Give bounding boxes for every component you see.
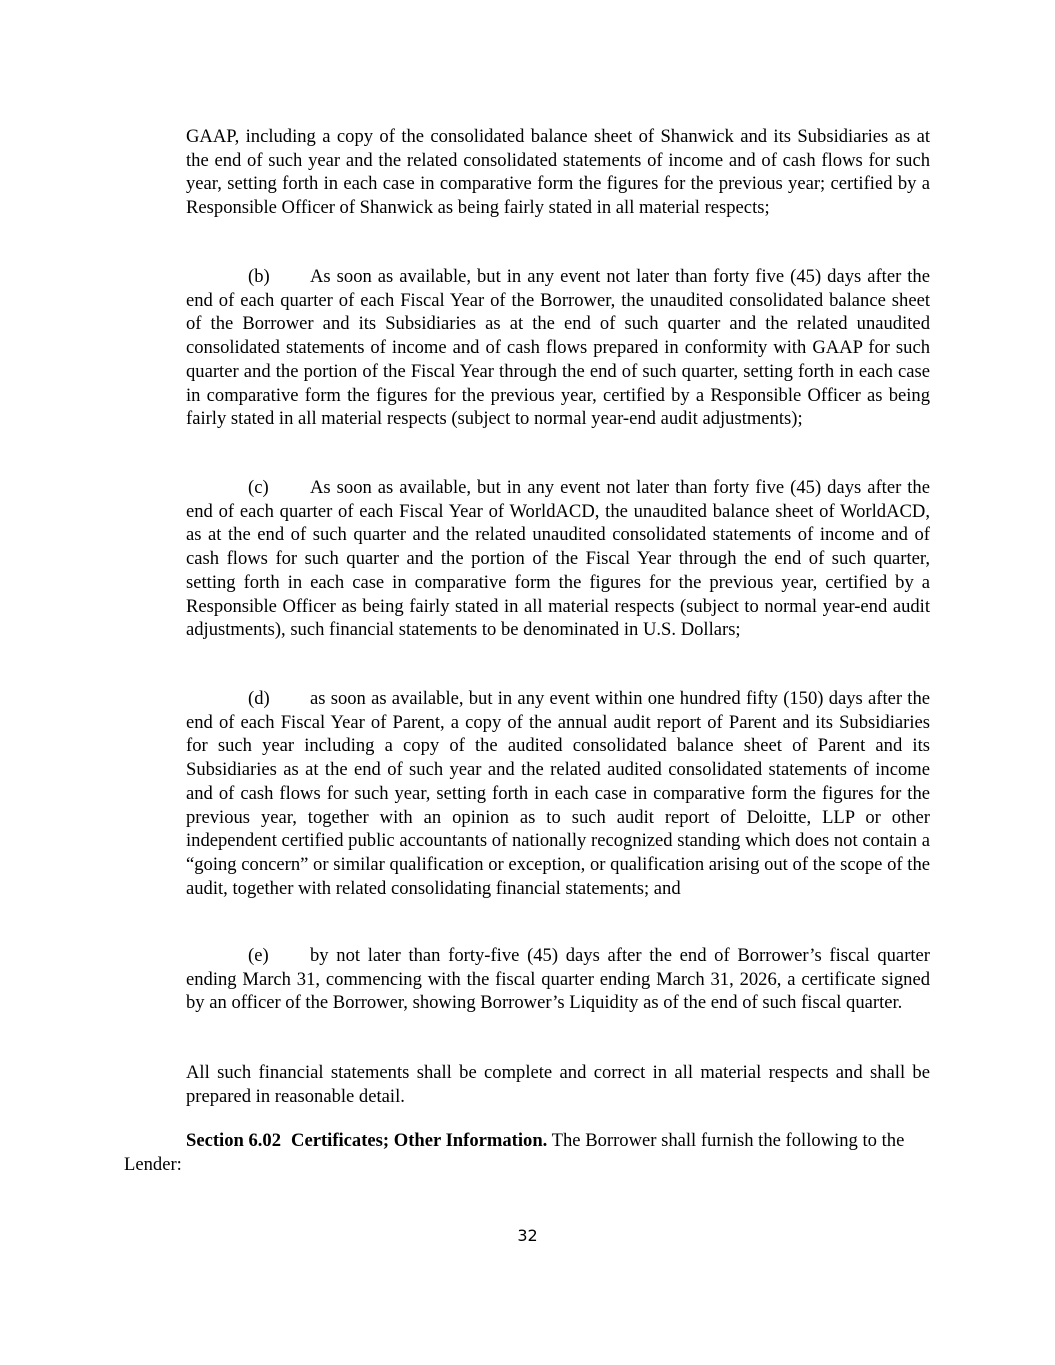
- item-d-paragraph: [186, 687, 930, 900]
- item-e-paragraph: [186, 944, 930, 1015]
- page-number: 32: [517, 1226, 538, 1245]
- item-c-paragraph: [186, 476, 930, 642]
- item-e-text: by not later than forty-five (45) days after the end of Borrower’s fiscal quarter ending March 31, commencing with the fiscal quarter ending March 31, 2026, a certificate signed by an officer of the Borrower, showing Borrower’s Liquidity as of the end of such fiscal quarter.: [186, 945, 930, 1014]
- intro-paragraph: GAAP, including a copy of the consolidated balance sheet of Shanwick and its Subsidiaries as at the end of such year and the related consolidated statements of income and of cash flows for such year, setting forth in each case in comparative form the figures for the previous year; certified by a Responsible Officer of Shanwick as being fairly stated in all material respects;: [186, 126, 930, 219]
- closing-paragraph: All such financial statements shall be complete and correct in all material respects and shall be prepared in reasonable detail.: [186, 1062, 930, 1107]
- item-d-text: as soon as available, but in any event within one hundred fifty (150) days after the end of each Fiscal Year of Parent, a copy of the annual audit report of Parent and its Subsidiaries for such year including a copy of the audited consolidated balance sheet of Parent and its Subsidiaries as at the end of such year and the related audited consolidated statements of income and of cash flows for such year, setting forth in each case in comparative form the figures for the previous year, together with an opinion as to such audit report of Deloitte, LLP or other independent certified public accountants of nationally recognized standing which does not contain a “going concern” or similar qualification or exception, or qualification arising out of the scope of the audit, together with related consolidating financial statements; and: [186, 688, 930, 899]
- section-text: The Borrower shall furnish the following to the Lender:: [124, 1130, 905, 1175]
- item-c-text: As soon as available, but in any event not later than forty five (45) days after the end of each quarter of each Fiscal Year of WorldACD, the unaudited balance sheet of WorldACD, as at the end of such quarter and the related unaudited consolidated statements of income and of cash flows for such quarter and the portion of the Fiscal Year through the end of such quarter, setting forth in each case in comparative form the figures for the previous year, certified by a Responsible Officer as being fairly stated in all material respects (subject to normal year-end audit adjustments), such financial statements to be denominated in U.S. Dollars;: [186, 477, 930, 641]
- section-title: Certificates; Other Information.: [291, 1130, 548, 1151]
- item-b-text: As soon as available, but in any event not later than forty five (45) days after the end of each quarter of each Fiscal Year of the Borrower, the unaudited consolidated balance sheet of the Borrower and its Subsidiaries as at the end of such quarter and the related unaudited consolidated statements of income and of cash flows prepared in conformity with GAAP for such quarter and the portion of the Fiscal Year through the end of such quarter, setting forth in each case in comparative form the figures for the previous year, certified by a Responsible Officer as being fairly stated in all material respects (subject to normal year-end audit adjustments);: [186, 266, 930, 430]
- section-number: Section 6.02: [186, 1130, 282, 1151]
- item-b-label: (b): [248, 266, 270, 287]
- item-c-label: (c): [248, 477, 269, 498]
- item-b-paragraph: [186, 265, 930, 431]
- item-d-label: (d): [248, 688, 270, 709]
- section-heading-paragraph: [124, 1129, 930, 1176]
- item-e-label: (e): [248, 945, 269, 966]
